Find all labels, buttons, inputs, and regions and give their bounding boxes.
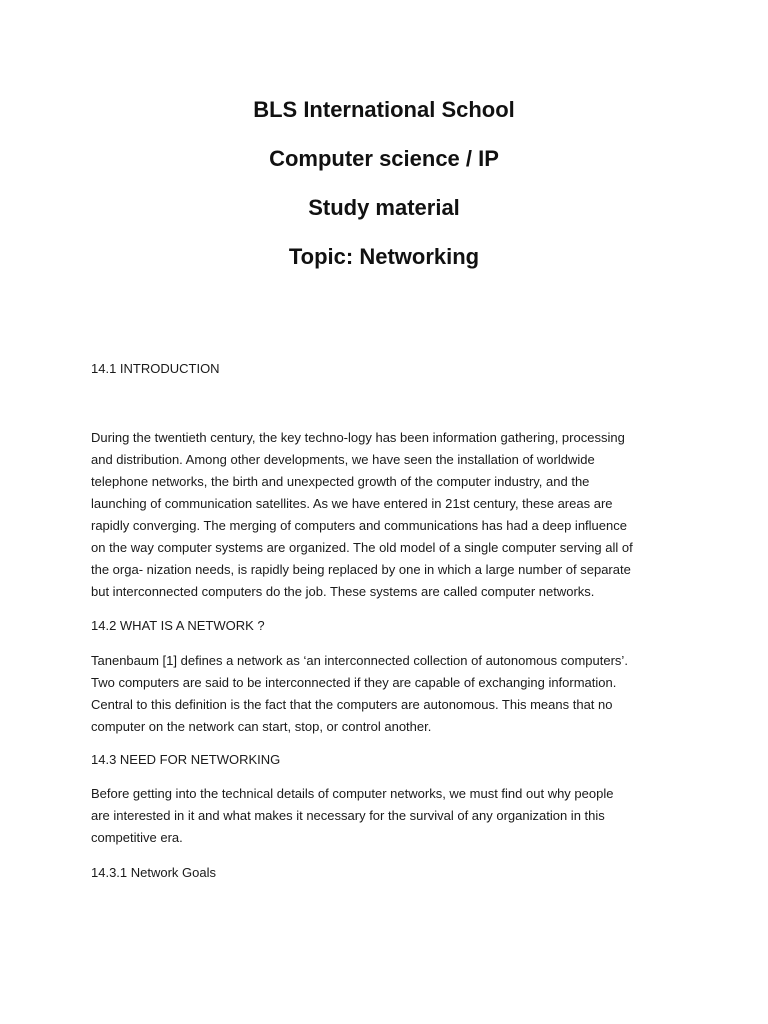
section-heading-network-goals: 14.3.1 Network Goals: [91, 865, 217, 880]
paragraph-line: Before getting into the technical details of computer networks, we must find out why people: [91, 786, 614, 801]
paragraph-line: and distribution. Among other developments, we have seen the installation of worldwide: [91, 452, 595, 467]
section-heading-introduction: 14.1 INTRODUCTION: [91, 361, 220, 376]
paragraph-line: but interconnected computers do the job. These systems are called computer networks.: [91, 584, 595, 599]
paragraph-line: launching of communication satellites. As we have entered in 21st century, these areas are: [91, 496, 613, 511]
paragraph-line: During the twentieth century, the key techno-logy has been information gathering, processing: [91, 430, 625, 445]
paragraph-line: rapidly converging. The merging of computers and communications has had a deep influence: [91, 518, 627, 533]
paragraph-line: on the way computer systems are organized. The old model of a single computer serving all of: [91, 540, 633, 555]
paragraph-line: the orga- nization needs, is rapidly being replaced by one in which a large number of separate: [91, 562, 631, 577]
paragraph-line: Two computers are said to be interconnected if they are capable of exchanging information.: [91, 675, 617, 690]
school-title: BLS International School: [253, 97, 515, 122]
paragraph-line: are interested in it and what makes it necessary for the survival of any organization in this: [91, 808, 605, 823]
section-paragraph-what-is-network: [91, 650, 681, 738]
section-heading-need-for-networking: 14.3 NEED FOR NETWORKING: [91, 752, 281, 767]
topic-title: Topic: Networking: [288, 244, 480, 269]
paragraph-line: competitive era.: [91, 830, 183, 845]
subject-title: Computer science / IP: [269, 146, 499, 171]
section-paragraph-introduction: [91, 427, 681, 603]
section-heading-what-is-network: 14.2 WHAT IS A NETWORK ?: [91, 618, 265, 633]
paragraph-line: Central to this definition is the fact that the computers are autonomous. This means that no: [91, 697, 613, 712]
paragraph-line: Tanenbaum [1] defines a network as ‘an interconnected collection of autonomous computers’.: [91, 653, 628, 668]
material-title: Study material: [308, 195, 460, 220]
paragraph-line: telephone networks, the birth and unexpected growth of the computer industry, and the: [91, 474, 590, 489]
paragraph-line: computer on the network can start, stop, or control another.: [91, 719, 432, 734]
section-paragraph-need-for-networking: [91, 783, 681, 849]
